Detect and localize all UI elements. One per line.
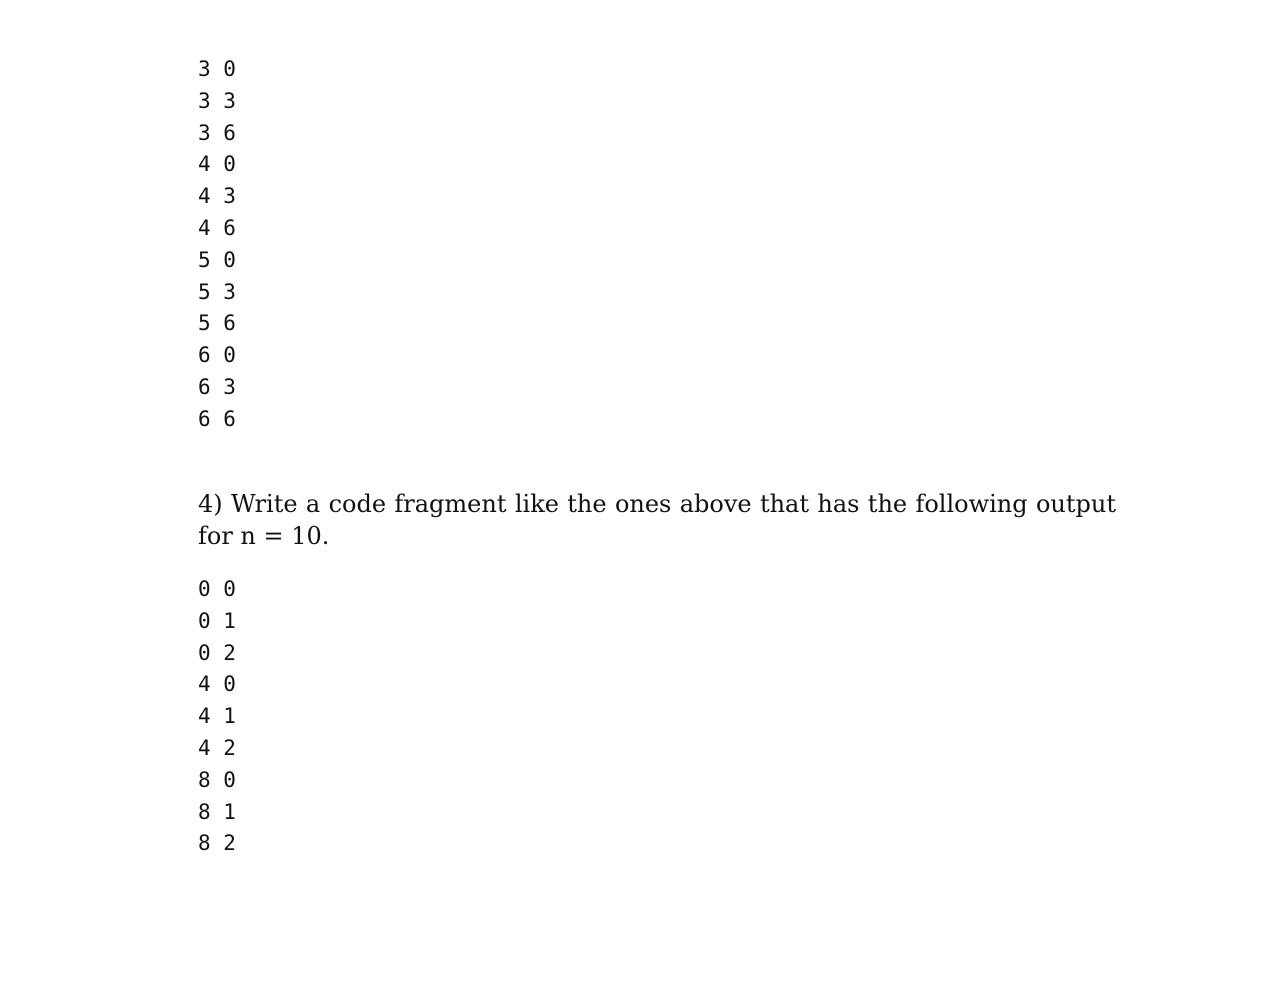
previous-output-listing (198, 54, 236, 436)
output-line: 6 6 (198, 406, 236, 431)
output-line: 8 1 (198, 799, 236, 824)
output-line: 3 6 (198, 120, 236, 145)
output-line: 8 0 (198, 767, 236, 792)
output-line: 4 0 (198, 152, 236, 177)
output-line: 0 2 (198, 640, 236, 665)
output-line: 4 1 (198, 704, 236, 729)
expected-output-listing (198, 574, 236, 860)
output-line: 5 3 (198, 279, 236, 304)
question-4-text: 4) Write a code fragment like the ones above that has the following output for n = 10. (198, 490, 1116, 550)
output-line: 6 3 (198, 374, 236, 399)
output-line: 6 0 (198, 343, 236, 368)
output-line: 5 6 (198, 311, 236, 336)
output-line: 4 3 (198, 184, 236, 209)
output-line: 4 6 (198, 215, 236, 240)
output-line: 0 0 (198, 577, 236, 601)
output-line: 3 0 (198, 57, 236, 81)
output-line: 8 2 (198, 831, 236, 856)
output-line: 0 1 (198, 608, 236, 633)
output-line: 5 0 (198, 247, 236, 272)
output-line: 4 0 (198, 672, 236, 697)
output-line: 4 2 (198, 735, 236, 760)
output-line: 3 3 (198, 88, 236, 113)
